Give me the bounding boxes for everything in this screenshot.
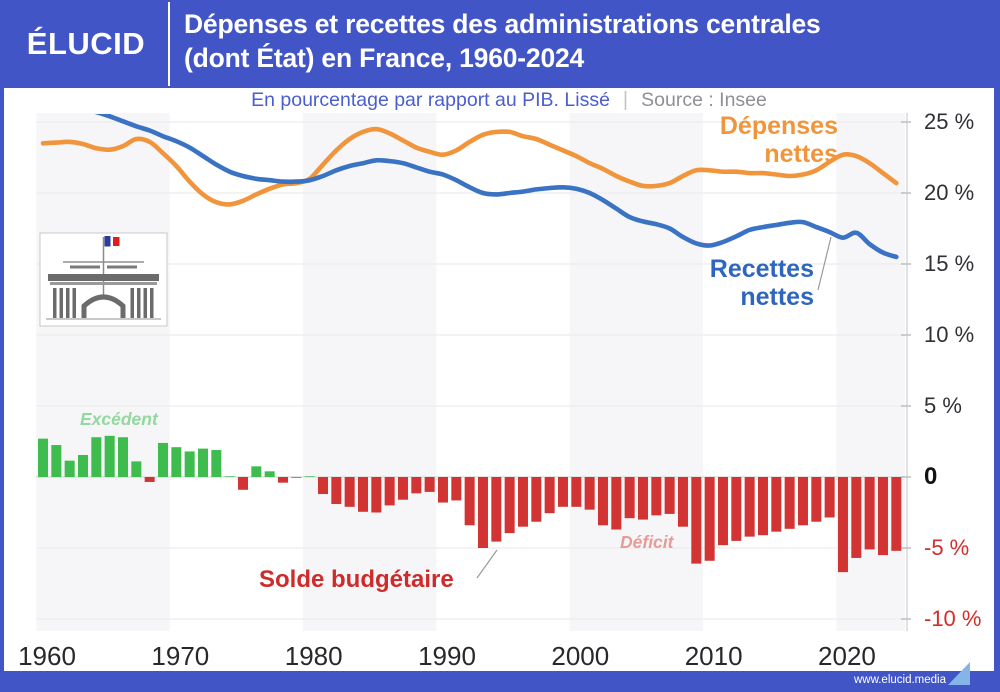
budget-bar [171,447,181,477]
footer-bar [4,671,994,692]
y-axis-label: 15 % [924,251,975,276]
budget-bar [478,477,488,548]
budget-bar [238,477,248,490]
budget-bar [878,477,888,555]
budget-bar [745,477,755,537]
budget-bar [371,477,381,513]
budget-bar [411,477,421,493]
x-axis-label: 2020 [818,641,876,671]
title-line-2: (dont État) en France, 1960-2024 [184,43,585,73]
budget-bar [105,436,115,477]
source-text: Source : Insee [641,89,767,111]
y-axis-label: 25 % [924,109,975,134]
budget-bar [198,449,208,477]
budget-bar [358,477,368,512]
budget-bar [851,477,861,558]
budget-bar [491,477,501,542]
budget-bar [771,477,781,532]
solde-budgetaire-label: Solde budgétaire [259,566,454,593]
budget-bar [518,477,528,527]
budget-bar [398,477,408,500]
budget-bar [318,477,328,494]
budget-bar [291,477,301,478]
budget-bar [531,477,541,522]
budget-bar [691,477,701,564]
budget-bar [571,477,581,507]
budget-bar [465,477,475,525]
budget-bar [265,471,275,477]
budget-bar [385,477,395,505]
budget-bar [78,455,88,477]
budget-bar [438,477,448,503]
elucid-logo: ÉLUCID [26,26,146,61]
budget-bar [665,477,675,514]
recettes-nettes-label: Recettes nettes [709,255,814,311]
x-axis-label: 1980 [284,641,343,671]
budget-bar [65,461,75,477]
budget-bar [758,477,768,535]
decade-band [36,113,169,631]
budget-bar [91,437,101,477]
budget-bar [51,445,61,477]
budget-bar [891,477,901,551]
budget-bar [785,477,795,529]
decade-bands [36,113,905,631]
budget-bar [278,477,288,483]
footer-url: www.elucid.media [853,674,946,686]
budget-bar [145,477,155,482]
budget-bar [451,477,461,500]
budget-bar [611,477,621,530]
depenses-nettes-label: Dépenses nettes [719,112,838,168]
parliament-illustration [40,233,167,326]
budget-bar [38,439,48,477]
y-axis-label: 0 [924,463,938,490]
y-axis-label: 5 % [924,393,962,418]
subtitle-text: En pourcentage par rapport au PIB. Lissé [251,89,610,111]
budget-bar [798,477,808,525]
budget-bar [718,477,728,545]
budget-bar [678,477,688,527]
budget-bar [225,476,235,477]
deficit-label: Déficit [620,532,674,552]
x-axis-label: 1960 [18,641,76,671]
x-axis-label: 1970 [151,641,210,671]
budget-bar [131,461,141,477]
solde-leader-line [477,550,497,578]
budget-bar [331,477,341,504]
budget-bar [825,477,835,517]
excedent-label: Excédent [80,409,158,429]
budget-bar [625,477,635,518]
budget-bar [638,477,648,520]
budget-bar [345,477,355,507]
budget-bar [211,450,221,477]
x-axis-label: 1990 [418,641,476,671]
budget-bar [185,451,195,477]
budget-bar [305,476,315,477]
budget-bar [251,466,261,477]
y-axis-label: -10 % [924,606,982,631]
subtitle-divider: | [622,89,629,111]
y-axis-label: -5 % [924,535,970,560]
budget-bar [811,477,821,522]
budget-bar [838,477,848,572]
y-axis-label: 10 % [924,322,975,347]
budget-bar [558,477,568,507]
y-axis-label: 20 % [924,180,975,205]
budget-bar [425,477,435,492]
budget-bar [505,477,515,533]
budget-bar [651,477,661,515]
budget-bar [865,477,875,549]
budget-bar [545,477,555,513]
budget-bar [731,477,741,541]
budget-bar [598,477,608,525]
x-axis-label: 2010 [684,641,743,671]
x-axis-label: 2000 [551,641,610,671]
title-line-1: Dépenses et recettes des administrations centrales [184,9,821,39]
budget-bar [705,477,715,561]
budget-bar [158,443,168,477]
budget-bar [118,437,128,477]
budget-bar [585,477,595,510]
decade-band [303,113,436,631]
